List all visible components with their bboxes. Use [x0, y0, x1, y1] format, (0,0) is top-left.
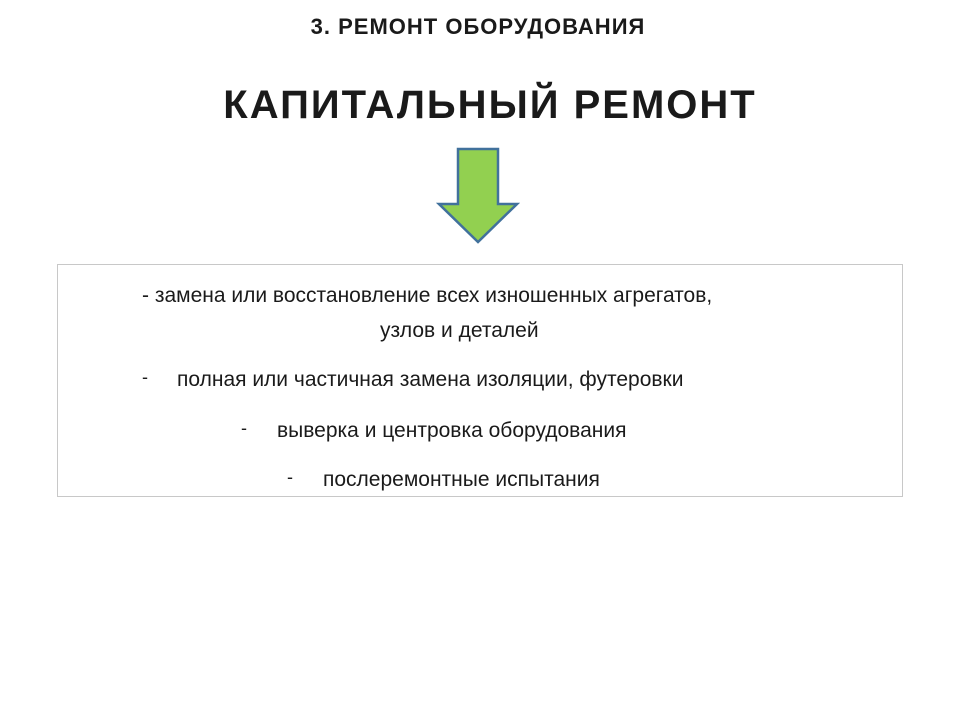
page-title: [0, 80, 960, 130]
list-item-4: послеремонтные испытания: [323, 468, 600, 491]
list-item-4-dash: -: [287, 467, 293, 487]
section-title: [0, 12, 960, 42]
down-arrow-shape: [439, 149, 517, 242]
list-item-2: полная или частичная замена изоляции, футеровки: [177, 368, 684, 391]
list-item-1-line-2: узлов и деталей: [380, 319, 539, 342]
section-title-text: 3. РЕМОНТ ОБОРУДОВАНИЯ: [310, 14, 646, 39]
content-box: [57, 264, 903, 497]
page-title-text: КАПИТАЛЬНЫЙ РЕМОНТ: [223, 83, 757, 127]
down-arrow-icon: [436, 147, 520, 245]
list-item-3: выверка и центровка оборудования: [277, 419, 627, 442]
list-item-3-dash: -: [241, 418, 247, 438]
list-item-1-line-1: - замена или восстановление всех изношенных агрегатов,: [142, 284, 713, 307]
list-item-2-dash: -: [142, 367, 148, 387]
